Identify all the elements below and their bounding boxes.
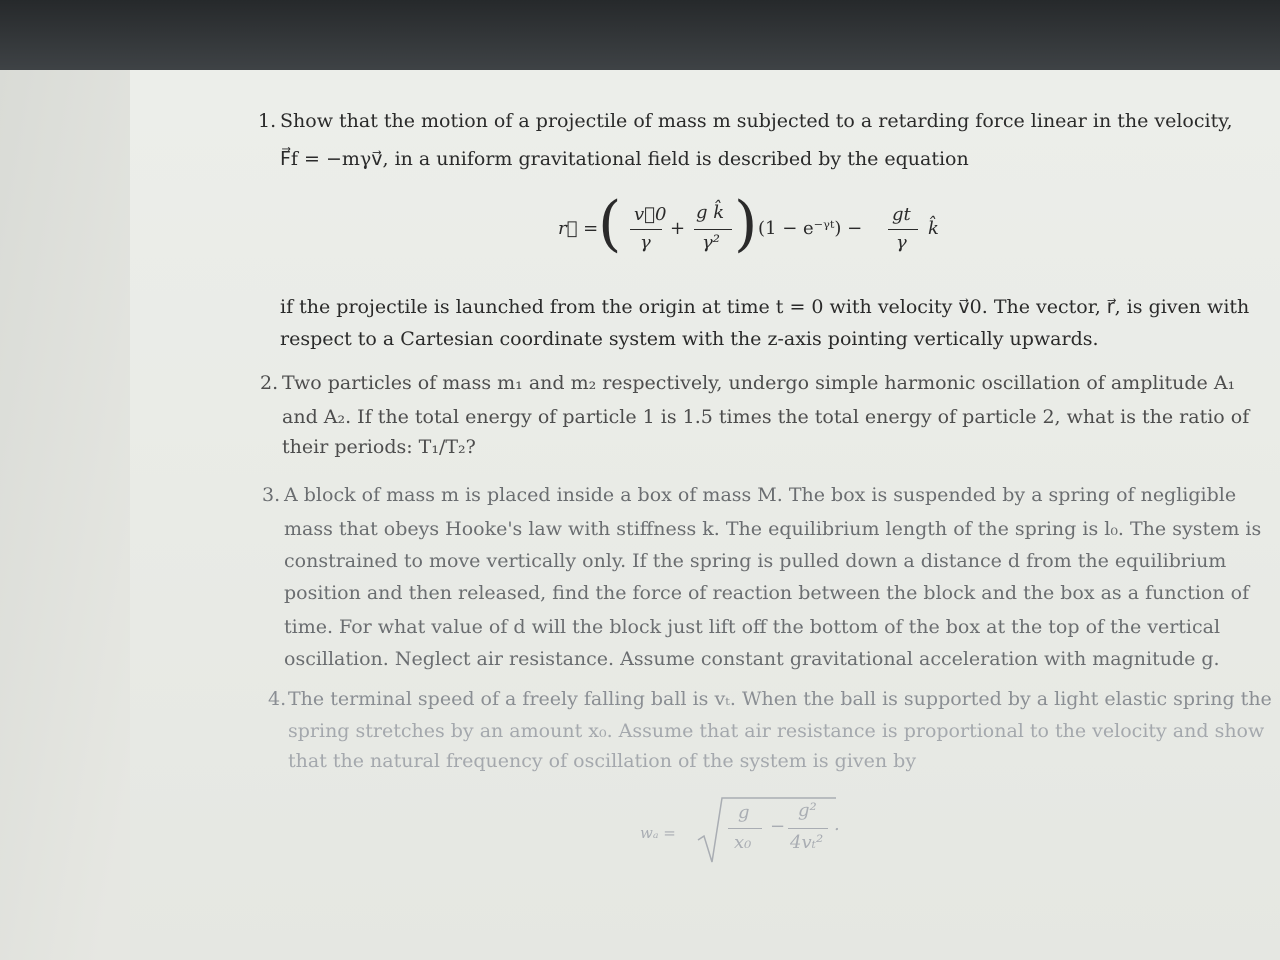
fraction-bar [630,229,662,230]
equation-unit-vector: k̂ [928,218,939,239]
problem-4 [268,684,1272,784]
problem-number: 1. [258,110,277,132]
problem-text-line: their periods: T₁/T₂? [282,436,476,458]
problem-number: 3. [262,484,281,506]
problem-text-line: constrained to move vertically only. If the spring is pulled down a distance d from the equilibrium [284,550,1227,572]
problem-text-line: Show that the motion of a projectile of mass m subjected to a retarding force linear in the velocity, [280,110,1233,132]
problem-3 [262,480,1262,680]
left-paren: ( [598,189,622,259]
problem-text-line: respect to a Cartesian coordinate system with the z-axis pointing vertically upwards. [280,328,1099,350]
problem-number: 4. [268,688,287,710]
problem-text-line: position and then released, find the force of reaction between the block and the box as a function of [284,582,1250,604]
fraction-bar [728,828,762,829]
equation-denominator: γ [896,232,907,253]
problem-text-line: that the natural frequency of oscillation of the system is given by [288,750,917,772]
equation-numerator: v⃗0 [634,204,667,225]
equation-trajectory [558,189,958,272]
equation-numerator: g [738,802,750,823]
equation-denominator: 4vₜ² [790,832,824,853]
equation-lhs: wₐ = [640,824,676,842]
equation-numerator: g k̂ [696,202,725,223]
equation-lhs: r⃗ = [558,218,599,239]
fraction-bar [788,828,828,829]
problem-text-line: The terminal speed of a freely falling ball is vₜ. When the ball is supported by a light elastic spring the [288,688,1272,710]
problem-text-line: F⃗f = −mγv⃗, in a uniform gravitational field is described by the equation [280,148,969,170]
equation-numerator: gt [892,204,911,225]
screen [0,70,1280,960]
equation-numerator: g² [798,800,817,821]
problem-number: 2. [260,372,279,394]
equation-exp-term: (1 − e⁻ᵞᵗ) − [758,218,863,239]
problem-text-line: Two particles of mass m₁ and m₂ respectively, undergo simple harmonic oscillation of amplitude A₁ [282,372,1236,394]
equation-denominator: γ [640,232,651,253]
equation-denominator: γ² [702,232,720,253]
equation-operator: + [670,218,686,239]
fraction-bar [888,229,918,230]
right-paren: ) [734,189,758,259]
equation-operator: − [770,816,786,837]
problem-text-line: oscillation. Neglect air resistance. Assume constant gravitational acceleration with magnitude g. [284,648,1220,670]
problem-text-line: spring stretches by an amount x₀. Assume that air resistance is proportional to the velocity and show [288,720,1265,742]
problem-text-line: if the projectile is launched from the origin at time t = 0 with velocity v⃗0. The vector, r⃗, is given with [280,296,1250,318]
fraction-bar [694,229,732,230]
problem-1-continued [280,292,1280,362]
problem-text-line: and A₂. If the total energy of particle 1 is 1.5 times the total energy of particle 2, what is the ratio of [282,406,1250,428]
problem-text-line: A block of mass m is placed inside a box of mass M. The box is suspended by a spring of negligible [284,484,1237,506]
equation-natural-frequency [640,792,860,872]
equation-punctuation: . [834,814,840,835]
problem-text-line: mass that obeys Hooke's law with stiffness k. The equilibrium length of the spring is l₀. The system is [284,518,1262,540]
document-page [130,70,1280,960]
problem-2 [260,368,1260,468]
equation-denominator: x₀ [734,832,752,853]
monitor-bezel [0,0,1280,72]
problem-text-line: time. For what value of d will the block just lift off the bottom of the box at the top of the vertical [284,616,1221,638]
